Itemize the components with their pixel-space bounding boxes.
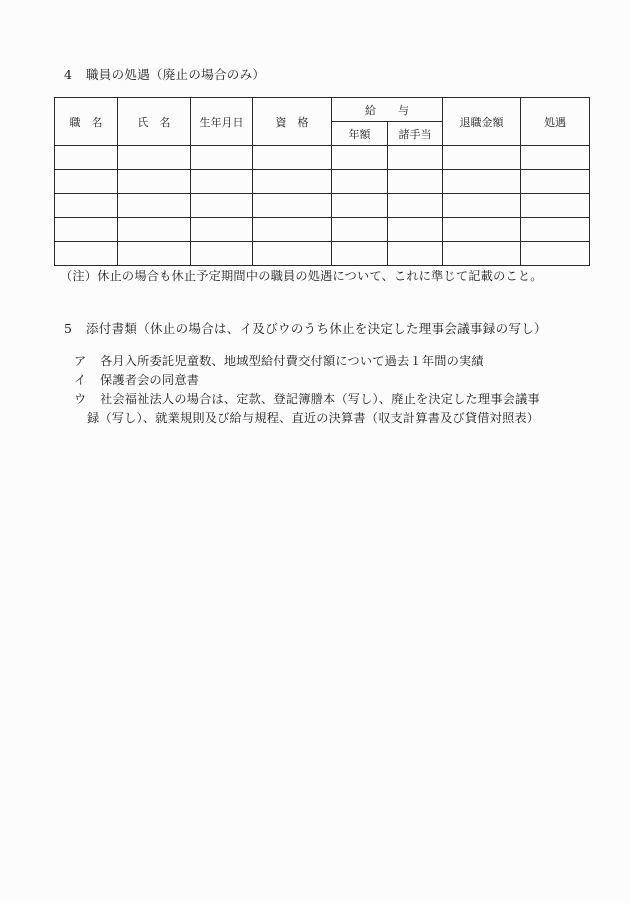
table-cell xyxy=(388,218,443,242)
table-note: （注）休止の場合も休止予定期間中の職員の処遇について、これに準じて記載のこと。 xyxy=(60,269,543,283)
header-position: 職 名 xyxy=(55,98,118,146)
list-item-text: 各月入所委託児童数、地域型給付費交付額について過去１年間の実績 xyxy=(100,354,484,368)
table-cell xyxy=(253,170,332,194)
list-item-text: 保護者会の同意書 xyxy=(100,373,200,387)
table-cell xyxy=(55,218,118,242)
table-cell xyxy=(118,146,191,170)
table-cell xyxy=(332,218,388,242)
section-5-heading xyxy=(64,319,547,337)
header-qualification: 資 格 xyxy=(253,98,332,146)
table-row xyxy=(55,170,590,194)
section-4-title: 職員の処遇（廃止の場合のみ） xyxy=(86,67,266,82)
table-cell xyxy=(521,146,590,170)
table-cell xyxy=(443,242,521,266)
table-cell xyxy=(388,242,443,266)
list-item xyxy=(74,371,540,390)
table-row xyxy=(55,242,590,266)
table-cell xyxy=(55,194,118,218)
table-cell xyxy=(443,194,521,218)
table-cell xyxy=(118,218,191,242)
table-cell xyxy=(253,194,332,218)
list-item-mark: ア xyxy=(74,354,87,368)
section-4-number: 4 xyxy=(64,67,73,82)
table-cell xyxy=(521,194,590,218)
list-item-text: 社会福祉法人の場合は、定款、登記簿謄本（写し）、廃止を決定した理事会議事 xyxy=(100,392,540,406)
table-cell xyxy=(332,170,388,194)
table-cell xyxy=(332,146,388,170)
table-row xyxy=(55,194,590,218)
header-birthdate: 生年月日 xyxy=(191,98,253,146)
staff-treatment-table xyxy=(54,97,590,266)
list-item-continuation: 録（写し）、就業規則及び給与規程、直近の決算書（収支計算書及び貸借対照表） xyxy=(87,411,540,425)
list-item xyxy=(74,352,540,371)
table-cell xyxy=(55,170,118,194)
table-cell xyxy=(118,242,191,266)
table-row xyxy=(55,146,590,170)
table-cell xyxy=(191,146,253,170)
table-cell xyxy=(253,218,332,242)
table-cell xyxy=(443,218,521,242)
table-cell xyxy=(191,242,253,266)
table-cell xyxy=(55,242,118,266)
table-cell xyxy=(253,242,332,266)
table-row xyxy=(55,218,590,242)
table-cell xyxy=(118,170,191,194)
table-cell xyxy=(521,242,590,266)
header-salary: 給 与 xyxy=(332,98,443,122)
table-cell xyxy=(191,170,253,194)
table-cell xyxy=(388,170,443,194)
table-body xyxy=(55,146,590,266)
header-name: 氏 名 xyxy=(118,98,191,146)
table-cell xyxy=(521,170,590,194)
table-cell xyxy=(55,146,118,170)
table-cell xyxy=(521,218,590,242)
header-salary-allowance: 諸手当 xyxy=(388,122,443,146)
table-cell xyxy=(443,146,521,170)
attachment-list xyxy=(74,352,540,428)
table-cell xyxy=(388,194,443,218)
header-treatment: 処遇 xyxy=(521,98,590,146)
list-item-mark: ウ xyxy=(74,392,87,406)
table-cell xyxy=(253,146,332,170)
header-retirement-allowance: 退職金額 xyxy=(443,98,521,146)
table-cell xyxy=(191,194,253,218)
list-item xyxy=(74,390,540,409)
table-cell xyxy=(191,218,253,242)
table-cell xyxy=(443,170,521,194)
list-item-mark: イ xyxy=(74,373,87,387)
table-cell xyxy=(118,194,191,218)
section-4-heading xyxy=(64,65,265,83)
table-cell xyxy=(332,242,388,266)
section-5-number: 5 xyxy=(64,321,73,336)
header-salary-annual: 年額 xyxy=(332,122,388,146)
section-5-title: 添付書類（休止の場合は、イ及びウのうち休止を決定した理事会議事録の写し） xyxy=(86,321,547,336)
table-cell xyxy=(388,146,443,170)
table-cell xyxy=(332,194,388,218)
